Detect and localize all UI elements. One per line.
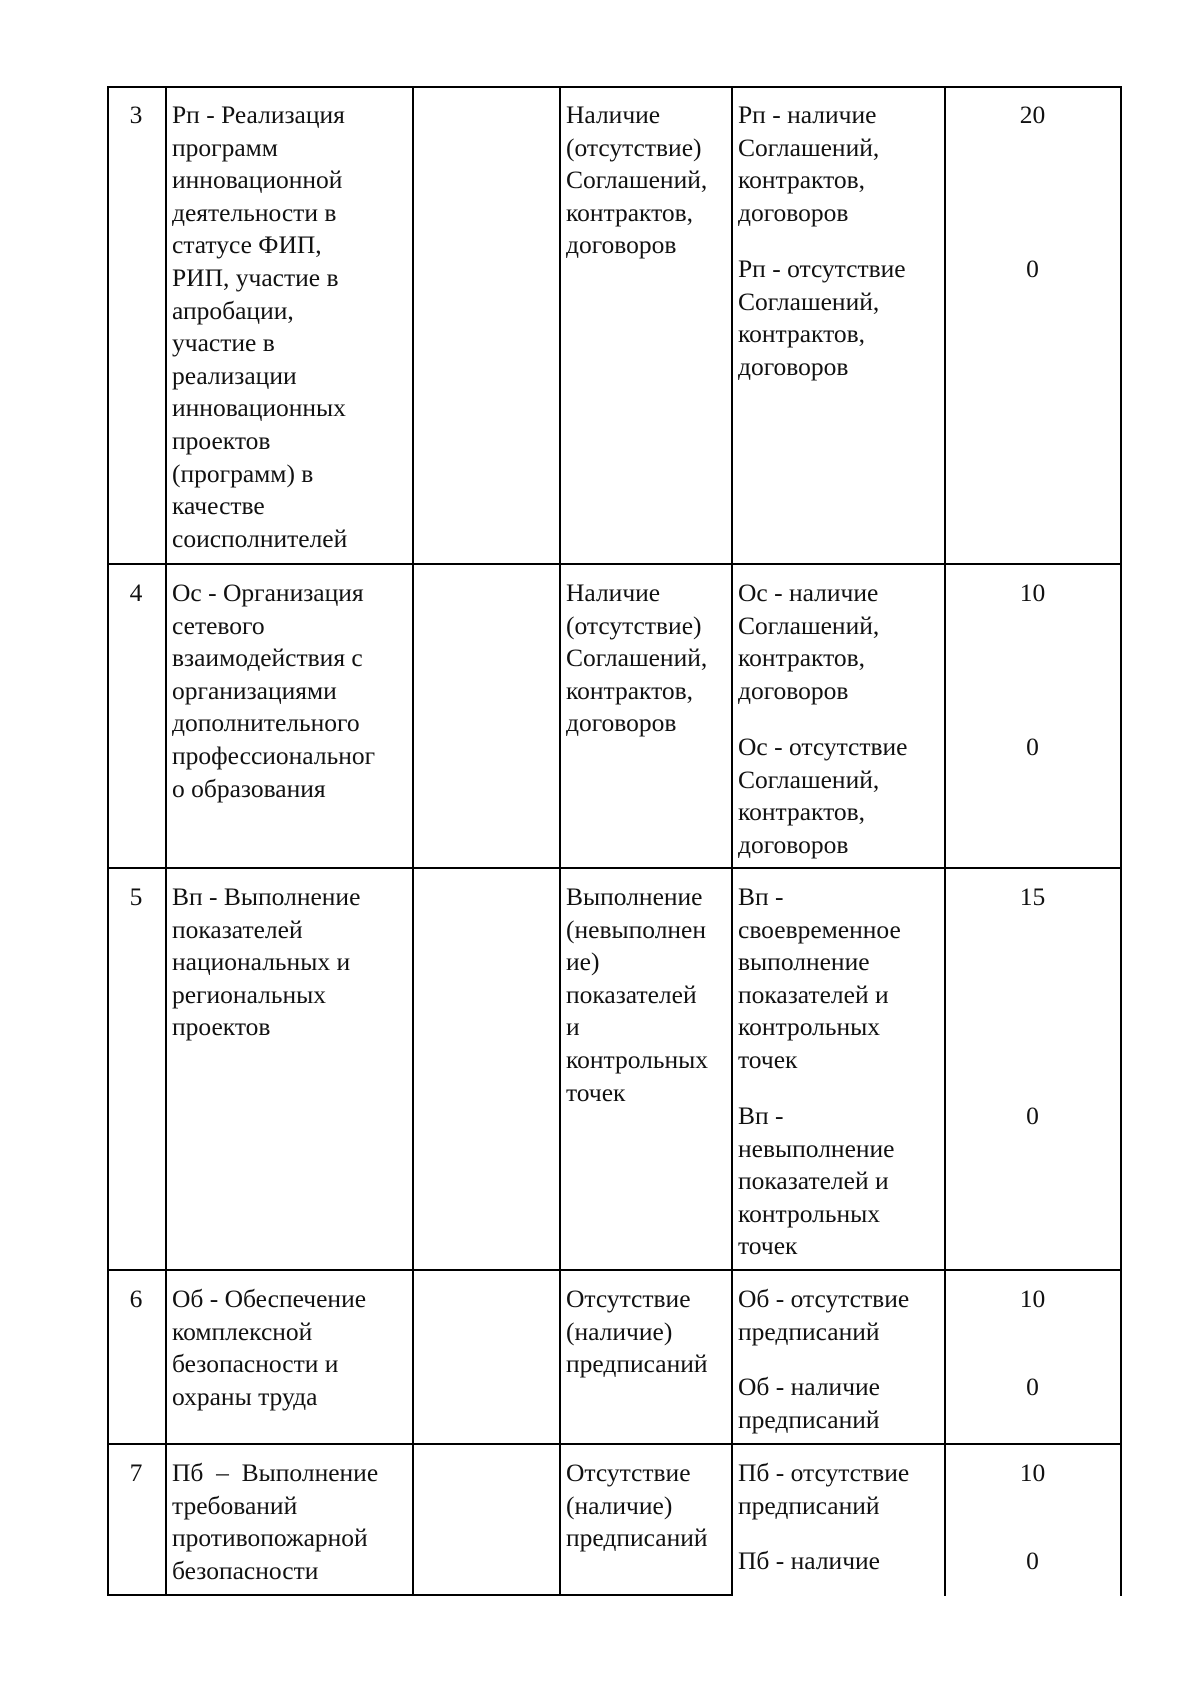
table-border-top (107, 86, 1122, 88)
score-cell (944, 868, 1121, 1270)
condition-positive: Пб - отсутствие предписаний (738, 1458, 910, 1520)
score-positive: 20 (1019, 100, 1046, 129)
row-divider (107, 1443, 1122, 1445)
condition-cell (731, 1270, 944, 1444)
score-cell (944, 1444, 1121, 1596)
measure-cell (559, 1444, 731, 1596)
condition-negative: Рп - отсутствие Соглашений, контрактов, договоров (738, 254, 906, 381)
empty-cell (412, 1270, 559, 1444)
indicator-name: Рп - Реализация программ инновационной деятельности в статусе ФИП, РИП, участие в апробации, участие в реализации инновационных проектов (программ) в качестве соисполнителей (172, 100, 348, 553)
column-divider (944, 86, 946, 1596)
row-number: 7 (129, 1458, 143, 1487)
row-number-cell (107, 868, 165, 1270)
table-row (107, 1444, 1121, 1596)
condition-negative: Пб - наличие (738, 1546, 880, 1575)
column-divider (412, 86, 414, 1596)
row-divider (107, 1269, 1122, 1271)
score-cell (944, 86, 1121, 564)
indicator-name-cell (165, 86, 412, 564)
column-divider (731, 86, 733, 1596)
measure-cell (559, 868, 731, 1270)
empty-cell (412, 1444, 559, 1596)
table-row (107, 1270, 1121, 1444)
empty-cell (412, 86, 559, 564)
table-border-bottom (107, 1594, 732, 1596)
measure-cell (559, 86, 731, 564)
score-negative: 0 (1026, 1372, 1039, 1401)
row-divider (107, 867, 1122, 869)
row-number: 4 (129, 578, 143, 607)
condition-cell (731, 1444, 944, 1596)
indicator-name: Пб – Выполнение требований противопожарной безопасности (172, 1458, 379, 1585)
score-positive: 10 (1019, 578, 1046, 607)
score-positive: 10 (1019, 1458, 1046, 1487)
condition-positive: Рп - наличие Соглашений, контрактов, договоров (738, 100, 880, 227)
measure-cell (559, 564, 731, 868)
empty-cell (412, 564, 559, 868)
column-divider (1120, 86, 1122, 1596)
indicator-name-cell (165, 564, 412, 868)
indicator-name: Вп - Выполнение показателей национальных и региональных проектов (172, 882, 361, 1042)
measure-text: Отсутствие (наличие) предписаний (566, 1458, 708, 1553)
indicator-name-cell (165, 1444, 412, 1596)
condition-positive: Об - отсутствие предписаний (738, 1284, 910, 1346)
score-positive: 15 (1019, 882, 1046, 911)
measure-text: Наличие (отсутствие) Соглашений, контрактов, договоров (566, 100, 708, 260)
measure-text: Отсутствие (наличие) предписаний (566, 1284, 708, 1379)
score-positive: 10 (1019, 1284, 1046, 1313)
table-row (107, 564, 1121, 868)
measure-cell (559, 1270, 731, 1444)
table-row (107, 868, 1121, 1270)
indicator-name: Об - Обеспечение комплексной безопасности и охраны труда (172, 1284, 367, 1411)
measure-text: Выполнение (невыполнен ие) показателей и контрольных точек (566, 882, 708, 1107)
row-number-cell (107, 564, 165, 868)
score-negative: 0 (1026, 1101, 1039, 1130)
row-number-cell (107, 86, 165, 564)
row-divider (107, 563, 1122, 565)
column-divider (107, 86, 109, 1596)
indicator-name: Ос - Организация сетевого взаимодействия с организациями дополнительного профессиональног о образования (172, 578, 376, 803)
measure-text: Наличие (отсутствие) Соглашений, контрактов, договоров (566, 578, 708, 738)
condition-cell (731, 564, 944, 868)
condition-negative: Вп - невыполнение показателей и контрольных точек (738, 1101, 895, 1261)
condition-positive: Ос - наличие Соглашений, контрактов, договоров (738, 578, 880, 705)
score-negative: 0 (1026, 1546, 1039, 1575)
score-cell (944, 1270, 1121, 1444)
row-number-cell (107, 1270, 165, 1444)
condition-cell (731, 868, 944, 1270)
indicator-name-cell (165, 1270, 412, 1444)
row-number: 6 (129, 1284, 143, 1313)
column-divider (559, 86, 561, 1596)
condition-negative: Ос - отсутствие Соглашений, контрактов, договоров (738, 732, 908, 859)
condition-cell (731, 86, 944, 564)
row-number: 5 (129, 882, 143, 911)
score-negative: 0 (1026, 732, 1039, 761)
indicator-name-cell (165, 868, 412, 1270)
score-negative: 0 (1026, 254, 1039, 283)
empty-cell (412, 868, 559, 1270)
row-number-cell (107, 1444, 165, 1596)
condition-negative: Об - наличие предписаний (738, 1372, 880, 1434)
score-cell (944, 564, 1121, 868)
row-number: 3 (129, 100, 143, 129)
table-row (107, 86, 1121, 564)
condition-positive: Вп - своевременное выполнение показателей и контрольных точек (738, 882, 901, 1074)
column-divider (165, 86, 167, 1596)
